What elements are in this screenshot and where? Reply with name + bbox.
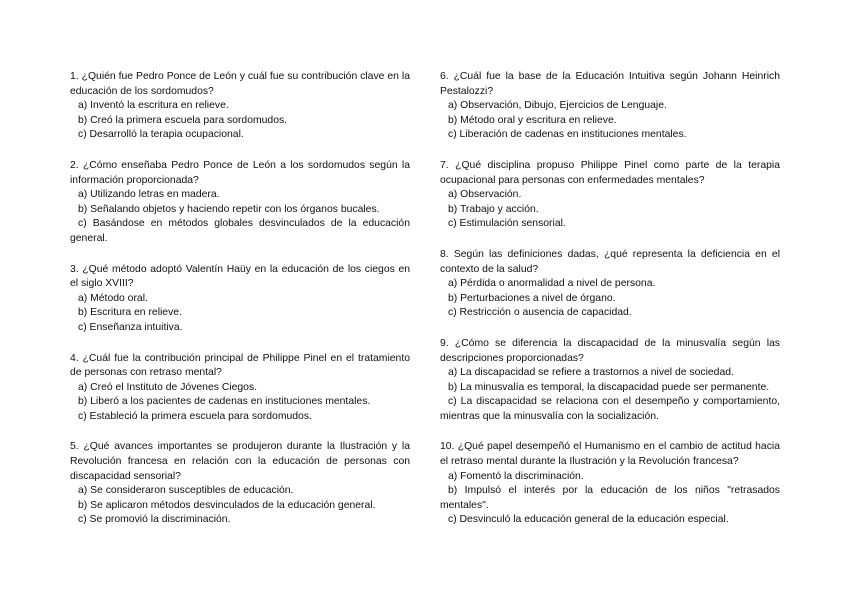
right-column	[440, 70, 780, 544]
question-text: 9. ¿Cómo se diferencia la discapacidad de la minusvalía según las descripciones proporcionadas?	[440, 337, 780, 364]
option-a: a) Método oral.	[78, 292, 148, 304]
question-10	[440, 440, 780, 528]
option-c: c) Se promovió la discriminación.	[78, 514, 231, 526]
question-text: 1. ¿Quién fue Pedro Ponce de León y cuál fue su contribución clave en la educación de los sordomudos?	[70, 71, 410, 97]
option-b: b) Trabajo y acción.	[448, 203, 539, 215]
option-a: a) Pérdida o anormalidad a nivel de persona.	[448, 278, 656, 290]
option-a: a) La discapacidad se refiere a trastornos a nivel de sociedad.	[448, 367, 734, 379]
question-text: 5. ¿Qué avances importantes se produjeron durante la Ilustración y la Revolución francesa en relación con la educación de personas con discapacidad sensorial?	[70, 441, 410, 482]
option-c: c) Restricción o ausencia de capacidad.	[448, 307, 632, 319]
question-text: 4. ¿Cuál fue la contribución principal de Philippe Pinel en el tratamiento de personas con retraso mental?	[70, 352, 410, 379]
question-text: 10. ¿Qué papel desempeñó el Humanismo en el cambio de actitud hacia el retraso mental durante la Ilustración y la Revolución francesa?	[440, 441, 780, 468]
option-b: b) La minusvalía es temporal, la discapacidad puede ser permanente.	[448, 381, 770, 393]
question-text: 7. ¿Qué disciplina propuso Philippe Pinel como parte de la terapia ocupacional para personas con enfermedades mentales?	[440, 159, 780, 186]
question-9	[440, 337, 780, 425]
option-a: a) Creó el Instituto de Jóvenes Ciegos.	[78, 381, 258, 393]
option-b: b) Señalando objetos y haciendo repetir con los órganos bucales.	[78, 203, 380, 215]
question-text: 6. ¿Cuál fue la base de la Educación Intuitiva según Johann Heinrich Pestalozzi?	[440, 71, 780, 97]
option-b: b) Se aplicaron métodos desvinculados de la educación general.	[78, 499, 376, 511]
option-c: c) Liberación de cadenas en instituciones mentales.	[448, 129, 687, 141]
option-a: a) Observación, Dibujo, Ejercicios de Lenguaje.	[448, 100, 667, 112]
option-c: c) Estableció la primera escuela para sordomudos.	[78, 410, 312, 422]
option-c: c) Desarrolló la terapia ocupacional.	[78, 129, 244, 141]
option-a: a) Se consideraron susceptibles de educación.	[78, 485, 294, 497]
option-a: a) Utilizando letras en madera.	[78, 189, 220, 201]
question-1	[70, 70, 410, 143]
option-c: c) Desvinculó la educación general de la educación especial.	[448, 514, 729, 526]
option-c: c) Estimulación sensorial.	[448, 218, 566, 230]
question-7	[440, 159, 780, 232]
left-column	[70, 70, 410, 544]
question-text: 2. ¿Cómo enseñaba Pedro Ponce de León a los sordomudos según la información proporcionada?	[70, 159, 410, 186]
option-b: b) Perturbaciones a nivel de órgano.	[448, 292, 616, 304]
question-text: 3. ¿Qué método adoptó Valentín Haüy en la educación de los ciegos en el siglo XVIII?	[70, 263, 410, 290]
question-2	[70, 159, 410, 247]
option-b: b) Liberó a los pacientes de cadenas en instituciones mentales.	[78, 396, 371, 408]
option-a: a) Observación.	[448, 189, 522, 201]
question-8	[440, 248, 780, 321]
question-5	[70, 440, 410, 528]
question-3	[70, 263, 410, 336]
option-b: b) Método oral y escritura en relieve.	[448, 114, 617, 126]
option-c: c) La discapacidad se relaciona con el desempeño y comportamiento, mientras que la minusvalía con la socialización.	[440, 396, 780, 422]
option-a: a) Inventó la escritura en relieve.	[78, 100, 229, 112]
option-a: a) Fomentó la discriminación.	[448, 470, 584, 482]
option-b: b) Creó la primera escuela para sordomudos.	[78, 114, 288, 126]
question-4	[70, 352, 410, 425]
question-text: 8. Según las definiciones dadas, ¿qué representa la deficiencia en el contexto de la salud?	[440, 248, 780, 275]
option-b: b) Escritura en relieve.	[78, 307, 182, 319]
option-c: c) Enseñanza intuitiva.	[78, 321, 183, 333]
option-c: c) Basándose en métodos globales desvinculados de la educación general.	[70, 218, 410, 244]
option-b: b) Impulsó el interés por la educación de los niños "retrasados mentales".	[440, 485, 780, 511]
question-6	[440, 70, 780, 143]
